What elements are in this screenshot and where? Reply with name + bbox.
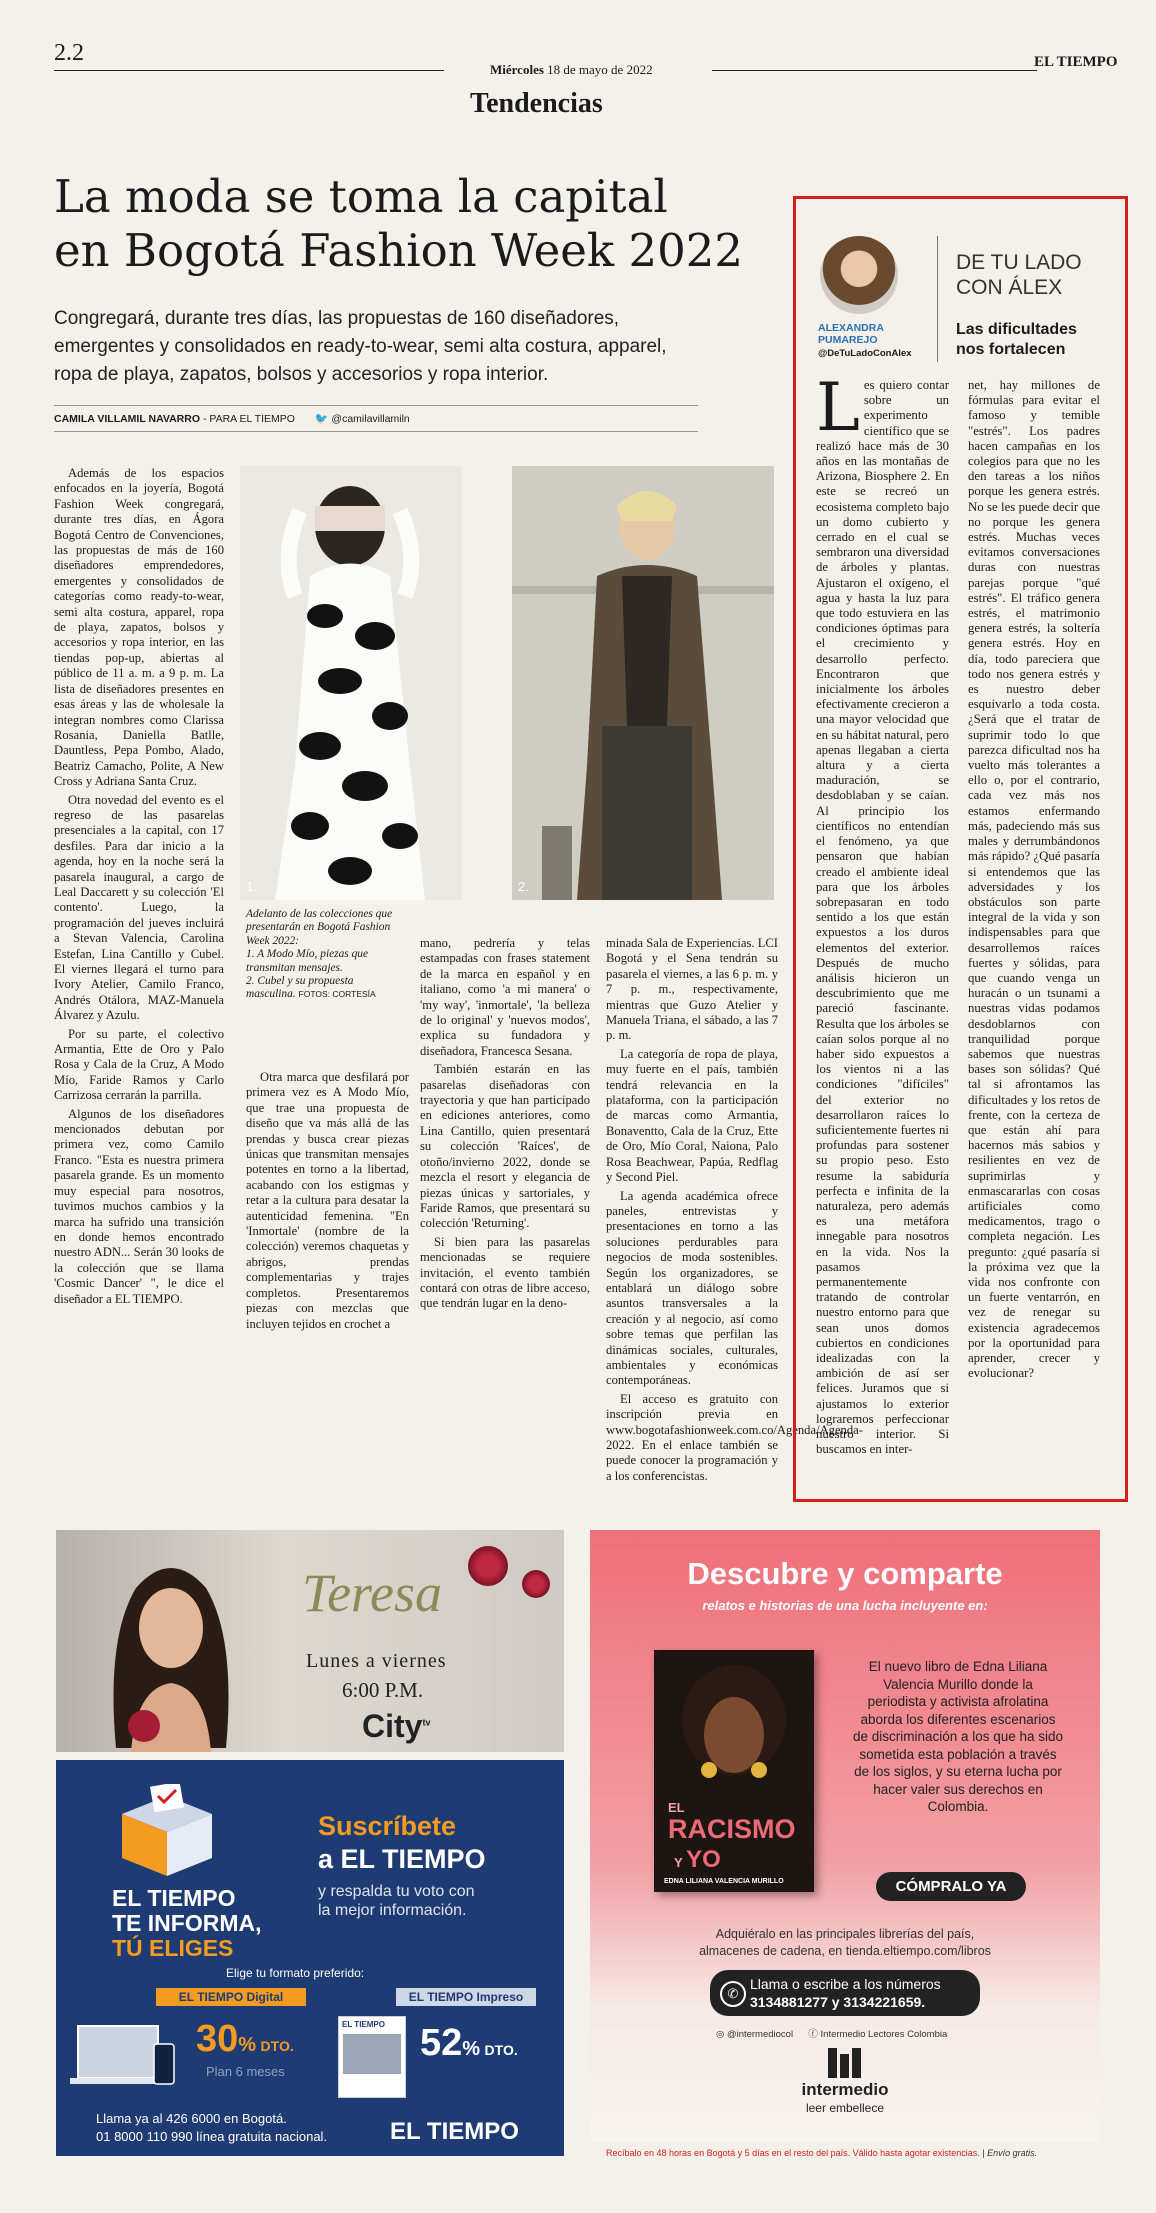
column-text-b: net, hay millones de fórmulas para evitar el famoso y temible "estrés". Los padres hacen campañas en los colegios para que no les den tareas a los niños porque les genera estrés. No se les puede decir que no porque les genera estrés. Muchas veces evitamos conversaciones duras con nuestras parejas porque "qué estrés". El tráfico genera estrés, el matrimonio genera estrés, la soltería genera estrés. Hoy en día, todo pareciera que todo nos genera estrés y es nuestro deber esquivarlo a toda costa. ¿Será que el tratar de suprimir todo lo que parezca dificultad nos ha vuelto más tolerantes a ello o, por el contrario, cada vez más nos estamos enfermando más, padeciendo más sus males y derrumbándonos más rápido? ¿Qué pasaría si entendemos que las adversidades y los obstáculos son parte integral de la vida y son indispensables para que desarrollemos raíces fuertes y sólidas, para que cuando venga un huracán o un tsunami a nuestras vidas podamos desdoblarnos con tranquilidad porque sabemos que nuestras bases son sólidas? Qué tal si afrontamos las dificultades y los retos de frente, con la certeza de que están ahí para hacernos más sabios y resilientes en vez de suprimirlas y enmascararlas con cosas artificiales como medicamentos, trago o completa negación. Les pregunto: ¿qué pasaría si la próxima vez que la vida nos confronte con un fuerte ventarrón, en vez de renegar su existencia agradecemos por la oportunidad para aprender, crecer y evolucionar? bbox=[968, 378, 1100, 1381]
column-title bbox=[956, 250, 1082, 300]
phone-text bbox=[750, 1975, 941, 2011]
print-discount bbox=[420, 2022, 518, 2065]
issue-date bbox=[490, 62, 653, 78]
city-logo: City$^{tv}$ bbox=[362, 1708, 431, 1744]
ad-teresa[interactable] bbox=[56, 1530, 564, 1752]
byline bbox=[54, 412, 410, 425]
subscribe-left-text bbox=[112, 1886, 262, 1961]
book-description: El nuevo libro de Edna Liliana Valencia Murillo donde la periodista y activista afrolatina aborda los diferentes escenarios de discriminación a los que ha sido sometida esta población a través de los siglos, y su eterna lucha por hacer valer sus derechos en Colombia. bbox=[852, 1659, 1064, 1814]
subscribe-call-1: Llama ya al 426 6000 en Bogotá. bbox=[96, 2111, 287, 2126]
byline-suffix: - PARA EL TIEMPO bbox=[202, 413, 295, 425]
drop-cap: L bbox=[816, 369, 860, 446]
newspaper-icon bbox=[338, 2016, 406, 2098]
author-name-last: PUMAREJO bbox=[818, 334, 878, 346]
article-col-4 bbox=[606, 936, 863, 1487]
article-paragraph: Algunos de los diseñadores mencionados debutan por primera vez, como Camilo Franco. "Esta es nuestra primera pasarela grande. Es un momento muy especial para nosotros, tuvimos muchos cambios y la marca ha sufrido una transición en donde hemos encontrado nuestro ADN... Serán 30 looks de la colección que se llama 'Cosmic Dancer' ", le dice el diseñador a EL TIEMPO. bbox=[54, 1106, 224, 1306]
rose-icon bbox=[522, 1570, 550, 1598]
author-avatar bbox=[820, 236, 898, 314]
digital-pct: 30 bbox=[196, 2018, 239, 2060]
subscribe-call-2: 01 8000 110 990 línea gratuita nacional. bbox=[96, 2129, 328, 2144]
fashion-photo-1-illustration bbox=[240, 466, 462, 900]
intermedio-brand: intermedio bbox=[801, 2080, 889, 2099]
whatsapp-icon: ✆ bbox=[720, 1981, 746, 2007]
headline-line-1: La moda se toma la capital bbox=[54, 170, 668, 223]
fashion-photo-2 bbox=[512, 466, 774, 900]
headline bbox=[54, 170, 743, 278]
subscribe-headline-2: a EL TIEMPO bbox=[318, 1844, 486, 1874]
teresa-title: Teresa bbox=[302, 1563, 443, 1623]
book-fine-print bbox=[606, 2148, 1037, 2158]
book-cover-title: RACISMO bbox=[668, 1814, 796, 1844]
teresa-days: Lunes a viernes bbox=[306, 1650, 447, 1672]
rose-icon bbox=[468, 1546, 508, 1586]
book-ad-title: Descubre y comparte bbox=[687, 1556, 1003, 1591]
ad-subscribe[interactable] bbox=[56, 1760, 564, 2156]
article-paragraph: Si bien para las pasarelas mencionadas se requiere invitación, el evento también contará con otras de libre acceso, que tendrán lugar en la deno- bbox=[420, 1234, 590, 1311]
ballot-box-icon bbox=[112, 1784, 222, 1876]
column-headline-line-1: Las dificultades bbox=[956, 321, 1077, 338]
city-logo-sup: tv bbox=[422, 1717, 431, 1728]
column-body-b bbox=[968, 378, 1100, 1381]
instagram-icon: ◎ bbox=[716, 2029, 725, 2040]
book-cover bbox=[654, 1650, 814, 1892]
fashion-photo-1 bbox=[240, 466, 462, 900]
intermedio-logo-svg bbox=[826, 2048, 862, 2078]
column-vertical-rule bbox=[937, 236, 938, 362]
article-paragraph: La categoría de ropa de playa, muy fuerte en el país, también tendrá relevancia en la plataforma, con la participación de marcas como Armantia, Bonaventto, Cala de la Cruz, Ette de Oro, Mío Coral, Naiona, Palo Rosa Beachwear, Papúa, Redflag y Second Piel. bbox=[606, 1046, 778, 1185]
section-title: Tendencias bbox=[470, 88, 603, 119]
article-paragraph: También estarán en las pasarelas diseñadoras con trayectoria y que han participado en ediciones anteriores, como Lina Cantillo, quien presentará su colección 'Raíces', de otoño/invierno 2022, donde se mezcla el resort y elegancia de piezas únicas y sartoriales, y Faride Ramos, que presentará su colección 'Returning'. bbox=[420, 1062, 590, 1231]
subscribe-brand: EL TIEMPO bbox=[390, 2118, 519, 2145]
subscribe-left-3: TÚ ELIGES bbox=[112, 1935, 234, 1961]
percent-sign: % bbox=[238, 2034, 257, 2056]
book-cover-el: EL bbox=[668, 1800, 685, 1815]
caption-credit: FOTOS: CORTESÍA bbox=[298, 989, 376, 1000]
social-row bbox=[716, 2026, 947, 2040]
book-fine-print-1: Recíbalo en 48 horas en Bogotá y 5 días en el resto del país. Válido hasta agotar existencias. bbox=[606, 2148, 980, 2158]
article-col-1 bbox=[54, 466, 224, 1310]
teresa-time: 6:00 P.M. bbox=[342, 1678, 424, 1702]
facebook-icon: ⓕ bbox=[808, 2029, 818, 2040]
column-title-line-1: DE TU LADO bbox=[956, 251, 1082, 274]
header-rule-left bbox=[54, 70, 444, 71]
byline-twitter[interactable]: @camilavillamiln bbox=[331, 413, 410, 425]
subscribe-choose: Elige tu formato preferido: bbox=[226, 1966, 365, 1980]
twitter-bird-icon: 🐦 bbox=[314, 413, 329, 425]
phone-text-1: Llama o escribe a los números bbox=[750, 1976, 941, 1992]
subscribe-sub-2: la mejor información. bbox=[318, 1902, 467, 1919]
subscribe-sub-1: y respalda tu voto con bbox=[318, 1883, 475, 1900]
subscribe-left-2: TE INFORMA, bbox=[112, 1910, 262, 1936]
book-cover-y: Y YO bbox=[674, 1846, 721, 1873]
ad-book[interactable] bbox=[590, 1530, 1100, 2142]
article-paragraph: Además de los espacios enfocados en la joyería, Bogotá Fashion Week congregará, durante tres días, en Ágora Bogotá Centro de Convenciones, las propuestas de más de 160 diseñadores emprendedores, emergentes y consolidados de categorías como ready-to-wear, semi alta costura, apparel, ropa de playa, zapatos, bolsos y accesorios y ropa interior, en las tiendas pop-up, abiertas al público de 11 a. m. a 9 p. m. La lista de diseñadores presentes en esas áreas y las de wholesale la integran nombres como Clarissa Rosania, Daniella Batlle, Dauntless, Pepa Pombo, Alado, Beatriz Camacho, Polite, A New Cross y Adriana Santa Cruz. bbox=[54, 466, 224, 789]
percent-sign: % bbox=[462, 2038, 481, 2060]
brand-logo: EL TIEMPO bbox=[1034, 54, 1118, 70]
author-name bbox=[818, 322, 884, 346]
article-paragraph: Otra novedad del evento es el regreso de las pasarelas presenciales a la capital, con 17 desfiles. Para dar inicio a la agenda, hoy en la noche será la pasarela inaugural, a cargo de Leal Daccarett y su colección 'El contento'. Luego, la programación del jueves incluirá a Stevan Valencia, Carolina Estefan, Lina Cantillo y Cubel. El viernes llegará el turno para Ivory Atelier, Camilo Franco, Andrés Otálora, MAZ-Manuela Álvarez y Azulu. bbox=[54, 792, 224, 1023]
byline-rule-top bbox=[54, 405, 698, 406]
article-paragraph: El acceso es gratuito con inscripción previa en www.bogotafashionweek.com.co/Agenda/Agenda-2022. En el enlace también se puede conocer la programación y a los conferencistas. bbox=[606, 1391, 863, 1483]
article-paragraph: minada Sala de Experiencias. LCI Bogotá y el Sena tendrán su pasarela el viernes, a las 6 p. m. y 7 p. m., respectivamente, mientras que Guzo Atelier y Manuela Triana, el sábado, a las 7 p. m. bbox=[606, 936, 778, 1043]
article-paragraph: La agenda académica ofrece paneles, entrevistas y presentaciones en torno a las soluciones perdurables para negocios de moda sostenibles. Según los organizadores, se entablará un diálogo sobre asuntos transversales a la creación y al negocio, así como sobre temas que perfilan las dinámicas sociales, culturales, ambientales y económicas contemporáneas. bbox=[606, 1188, 778, 1388]
book-cover-author: EDNA LILIANA VALENCIA MURILLO bbox=[664, 1878, 784, 1885]
subscribe-left-1: EL TIEMPO bbox=[112, 1885, 236, 1911]
book-buy-text bbox=[590, 1926, 1100, 1960]
digital-label[interactable]: EL TIEMPO Digital bbox=[156, 1988, 306, 2006]
article-col-2 bbox=[246, 1070, 409, 1335]
column-headline bbox=[956, 320, 1077, 360]
buy-now-button[interactable]: CÓMPRALO YA bbox=[876, 1872, 1026, 1901]
print-label[interactable]: EL TIEMPO Impreso bbox=[396, 1988, 536, 2006]
laptop-phone-icon bbox=[70, 2020, 176, 2094]
phone-text-2: 3134881277 y 3134221659. bbox=[750, 1994, 926, 2010]
actress-figure bbox=[96, 1548, 246, 1752]
book-ad-subtitle: relatos e historias de una lucha incluyente en: bbox=[702, 1598, 988, 1613]
intermedio-tagline: leer embellece bbox=[805, 2101, 885, 2115]
page-number: 2.2 bbox=[54, 40, 84, 66]
book-buy-2: almacenes de cadena, en tienda.eltiempo.com/libros bbox=[699, 1944, 991, 1958]
author-handle[interactable]: @DeTuLadoConAlex bbox=[818, 348, 912, 359]
caption-item-1: 1. A Modo Mío, piezas que transmitan mensajes. bbox=[246, 948, 369, 974]
intermedio-logo-icon bbox=[826, 2048, 862, 2078]
caption-item-2: 2. Cubel y su propuesta masculina. FOTOS: CORTESÍA bbox=[246, 975, 376, 1001]
fashion-photo-2-illustration bbox=[512, 466, 774, 900]
digital-dto: DTO. bbox=[260, 2038, 294, 2054]
caption-title: Adelanto de las colecciones que presentarán en Bogotá Fashion Week 2022: bbox=[246, 908, 393, 947]
laptop-phone-svg bbox=[70, 2020, 176, 2094]
subscribe-sub bbox=[318, 1882, 475, 1920]
byline-rule-bottom bbox=[54, 431, 698, 432]
subscribe-call bbox=[96, 2110, 327, 2146]
column-title-line-2: CON ÁLEX bbox=[956, 276, 1063, 299]
newspaper-masthead: EL TIEMPO bbox=[342, 2020, 385, 2029]
photo-1-number: 1. bbox=[246, 879, 257, 894]
phone-pill[interactable] bbox=[710, 1970, 980, 2016]
ballot-box-svg bbox=[112, 1784, 222, 1876]
book-buy-1: Adquiéralo en las principales librerías del país, bbox=[715, 1927, 975, 1941]
subscribe-headline-1: Suscríbete bbox=[318, 1811, 457, 1841]
header-rule-right bbox=[712, 70, 1037, 71]
digital-discount bbox=[196, 2018, 294, 2061]
print-dto: DTO. bbox=[484, 2042, 518, 2058]
byline-author: CAMILA VILLAMIL NAVARRO bbox=[54, 413, 201, 425]
newspaper-photo bbox=[343, 2034, 401, 2074]
social-page[interactable]: Intermedio Lectores Colombia bbox=[820, 2029, 948, 2040]
column-body-a bbox=[816, 369, 949, 1457]
article-paragraph: mano, pedrería y telas estampadas con frases statement de la marca en español y en italiano, como 'a mi manera' o 'my way', 'inmortale', 'la belleza de lo original' y 'nuevos modos', explica su fundadora y diseñadora, Francesca Sesana. bbox=[420, 936, 590, 1058]
print-pct: 52 bbox=[420, 2022, 463, 2064]
book-cover-yo: YO bbox=[686, 1846, 721, 1873]
issue-day: Miércoles bbox=[490, 62, 544, 77]
author-name-first: ALEXANDRA bbox=[818, 322, 884, 334]
photo-2-number: 2. bbox=[518, 879, 529, 894]
book-fine-print-2: | Envío gratis. bbox=[982, 2148, 1038, 2158]
article-paragraph: Otra marca que desfilará por primera vez es A Modo Mío, que trae una propuesta de diseño que va más allá de las prendas y busca crear piezas únicas que transmitan mensajes potentes en torno a la libertad, acabando con los estigmas y retar a la cultura para desatar la autenticidad femenina. "En 'Inmortale' (nombre de la colección) veremos chaquetas y abrigos, prendas complementarias y trajes completos. Presentaremos piezas con mezclas que incluyen tejidos en crochet a bbox=[246, 1070, 409, 1331]
issue-date-rest: 18 de mayo de 2022 bbox=[547, 62, 653, 77]
column-headline-line-2: nos fortalecen bbox=[956, 341, 1066, 358]
actress-illustration bbox=[96, 1548, 246, 1752]
photo-caption bbox=[246, 908, 401, 1002]
article-col-3 bbox=[420, 936, 590, 1315]
book-cover-portrait bbox=[654, 1650, 814, 1800]
headline-line-2: en Bogotá Fashion Week 2022 bbox=[54, 224, 743, 277]
digital-plan: Plan 6 meses bbox=[206, 2064, 285, 2079]
column-text-a: es quiero contar sobre un experimento científico que se realizó hace más de 30 años en las montañas de Arizona, Biosphere 2. En este se recreó un ecosistema completo bajo un domo cubierto y cerrado en el cual se sembraron una diversidad de árboles y plantas. Ajustaron el oxígeno, el agua y hasta la luz para que todo estuviera en las condiciones óptimas para el crecimiento y desarrollo perfecto. Encontraron que inicialmente los árboles efectivamente crecieron a una mayor velocidad que en su hábitat natural, pero apenas llegaban a cierta altura y a cierta maduración, se desdoblaban y se caían. Al principio los científicos no entendían el fenómeno, ya que pensaron que habían creado el ambiente ideal para que los árboles sobrepasaran en todo sentido a los que están expuestos a los duros elementos del exterior. Después de mucho análisis hicieron un descubrimiento que me pareció fascinante. Resulta que los árboles se caían solos porque al no haber sido expuestos a los vientos ni a las condiciones "difíciles" del exterior no desarrollaron raíces lo suficientemente fuertes ni profundas para sostener su propio peso. Esto resume la sabiduría perfecta e infinita de la naturaleza, pero además es una metáfora innegable para nosotros en la vida. Nos la pasamos permanentemente tratando de controlar nuestro entorno para que sean unos domos cubiertos en condiciones idealizadas con la ambición de así ser felices. Juramos que si ajustamos lo exterior lograremos perfeccionar nuestro interior. Si buscamos en inter- bbox=[816, 378, 949, 1457]
subscribe-headline bbox=[318, 1810, 486, 1876]
article-paragraph: Por su parte, el colectivo Armantia, Ette de Oro y Palo Rosa y Cala de la Cruz, A Modo Mío, Faride Ramos y Carlo Carrizosa cerrarán la parrilla. bbox=[54, 1026, 224, 1103]
article-deck: Congregará, durante tres días, las propuestas de 160 diseñadores, emergentes y consolidados en ready-to-wear, semi alta costura, apparel, ropa de playa, zapatos, bolsos y accesorios y ropa interior. bbox=[54, 308, 667, 385]
social-handle[interactable]: @intermediocol bbox=[726, 2029, 794, 2040]
